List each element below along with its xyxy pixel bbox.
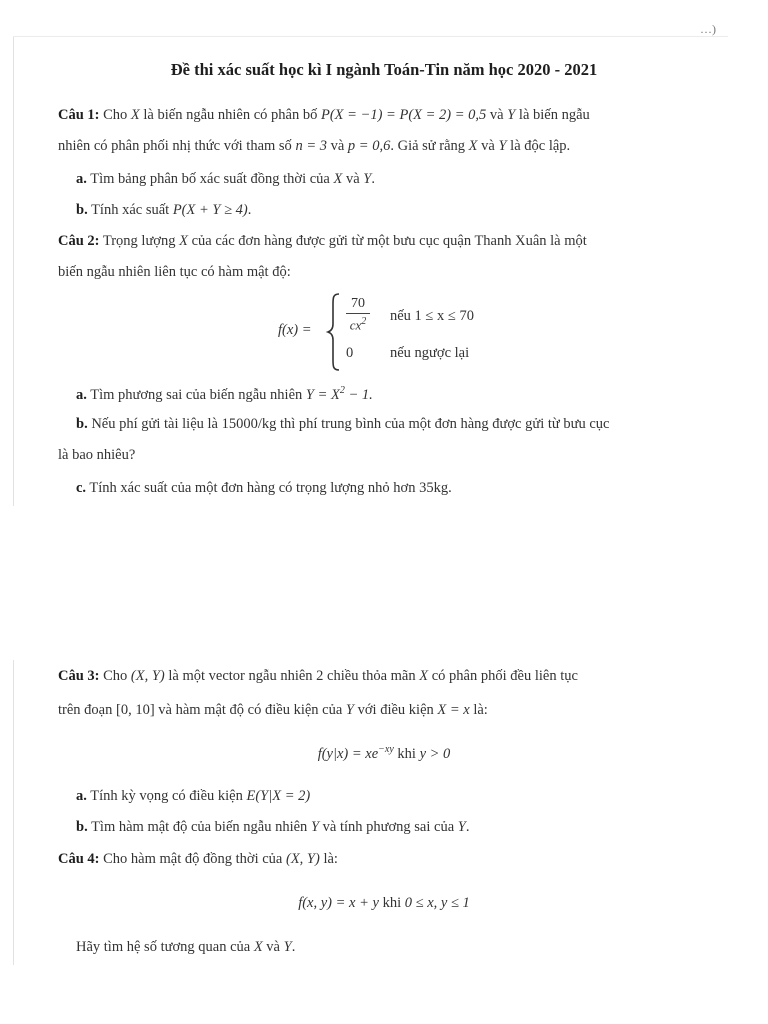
part-label: a. (76, 171, 87, 187)
math-exponent: 2 (339, 385, 345, 396)
cau2-line2: biến ngẫu nhiên liên tục có hàm mật độ: (58, 264, 291, 280)
text: là: (319, 851, 338, 867)
density-fraction (346, 296, 370, 333)
text: Cho hàm mật độ đồng thời của (99, 851, 286, 867)
part-label: b. (76, 202, 88, 218)
math-formula: − 1. (344, 386, 373, 403)
text: và (262, 939, 284, 955)
text: khi (393, 745, 420, 762)
text: Tìm phương sai của biến ngẫu nhiên (86, 386, 306, 403)
cau3-part-a (76, 788, 310, 805)
math-formula: Y = X (305, 386, 340, 403)
math-var: Y (345, 702, 354, 718)
cau3-line2 (58, 702, 488, 719)
text: . Giả sử rằng (390, 138, 469, 154)
part-label: b. (76, 819, 88, 835)
part-label: a. (76, 386, 87, 403)
cau2-part-c (76, 480, 452, 497)
math-var: Y (283, 939, 292, 955)
math-var: Y (310, 819, 320, 835)
math-var: X (130, 107, 140, 123)
density-condition-2: nếu ngược lại (390, 345, 470, 361)
math-var: Y (457, 819, 466, 835)
cau2-label: Câu 2: (58, 233, 100, 249)
text: Tính xác suất (87, 202, 173, 218)
part-label: c. (76, 480, 87, 496)
math-formula: 0 ≤ x, y ≤ 1 (404, 895, 470, 911)
text: Tính kỳ vọng có điều kiện (86, 788, 247, 804)
cau4-label: Câu 4: (58, 851, 100, 867)
math-var: X (468, 138, 478, 154)
fraction-denominator (346, 316, 370, 333)
cau4-question (76, 939, 295, 956)
math-formula: f(x, y) = x + y (298, 895, 379, 911)
cau4-formula (0, 895, 768, 912)
math-formula: E(Y|X = 2) (246, 788, 311, 804)
text: và (477, 138, 499, 154)
denominator-base: cx (349, 317, 362, 333)
text: Cho (99, 668, 131, 684)
text: nhiên có phân phối nhị thức với tham số (58, 138, 296, 154)
text: Nếu phí gửi tài liệu là 15000/kg thì phí trung bình của một đơn hàng được gửi từ bưu cục (87, 416, 610, 432)
cau1-label: Câu 1: (58, 107, 100, 123)
fraction-bar (346, 313, 370, 314)
text: Cho (99, 107, 131, 123)
text: là biến ngẫu (515, 107, 590, 123)
text: Tìm bảng phân bố xác suất đồng thời của (86, 171, 334, 187)
text: Tìm hàm mật độ của biến ngẫu nhiên (87, 819, 311, 835)
math-var: Y (507, 107, 516, 123)
density-condition-1: nếu 1 ≤ x ≤ 70 (390, 308, 474, 324)
text: là một vector ngẫu nhiên 2 chiều thỏa mãn (164, 668, 420, 684)
cau4-line1 (58, 851, 338, 868)
cau3-formula (0, 744, 768, 763)
math-formula: p = 0,6 (347, 138, 391, 154)
math-formula: X = x (437, 702, 470, 718)
text: . (371, 171, 375, 187)
math-formula: y > 0 (419, 745, 451, 762)
math-formula: f(y|x) = xe (317, 745, 379, 762)
cau1-line1 (58, 107, 590, 124)
text: của các đơn hàng được gửi từ một bưu cục quận Thanh Xuân là một (187, 233, 587, 249)
cau3-part-b (76, 819, 469, 836)
math-exponent: −xy (378, 744, 394, 755)
exam-title: Đề thi xác suất học kì I ngành Toán-Tin năm học 2020 - 2021 (170, 60, 598, 79)
text: Tính xác suất của một đơn hàng có trọng lượng nhỏ hơn 35kg. (86, 480, 452, 496)
text: trên đoạn (58, 702, 116, 718)
math-var: X (253, 939, 263, 955)
text: Hãy tìm hệ số tương quan của (76, 939, 254, 955)
text: với điều kiện (354, 702, 438, 718)
text: có phân phối đều liên tục (428, 668, 578, 684)
text: và (486, 107, 508, 123)
page-top-rule (13, 36, 728, 37)
cau1-line2 (58, 138, 570, 155)
math-formula: [0, 10] (115, 702, 155, 718)
text: là: (469, 702, 488, 718)
math-formula: P(X + Y ≥ 4) (172, 202, 248, 218)
denominator-exponent: 2 (361, 316, 367, 327)
text: Trọng lượng (99, 233, 180, 249)
math-formula: (X, Y) (130, 668, 165, 684)
math-var: Y (363, 171, 372, 187)
cau1-part-b (76, 202, 251, 219)
left-brace-icon (326, 292, 342, 372)
text: . (465, 819, 470, 835)
cau2-line1 (58, 233, 587, 250)
part-label: b. (76, 416, 88, 432)
density-function (278, 292, 508, 372)
cau1-part-a (76, 171, 375, 188)
math-formula: (X, Y) (285, 851, 320, 867)
cau2-part-b-line2: là bao nhiêu? (58, 447, 136, 463)
math-var: Y (498, 138, 507, 154)
text: . (247, 202, 252, 218)
cau2-part-a (76, 385, 373, 404)
text: và (326, 138, 348, 154)
cau2-part-b-line1 (76, 416, 609, 433)
fraction-numerator: 70 (351, 296, 365, 311)
text: và (342, 171, 364, 187)
density-lhs: f(x) = (278, 322, 312, 338)
text: khi (378, 895, 405, 911)
text: là biến ngẫu nhiên có phân bố (139, 107, 321, 123)
density-zero: 0 (346, 345, 354, 361)
math-var: X (419, 668, 429, 684)
text: là độc lập. (506, 138, 571, 154)
cau3-label: Câu 3: (58, 668, 100, 684)
page-edge-top (13, 36, 14, 506)
text: và tính phương sai của (319, 819, 458, 835)
math-var: X (333, 171, 343, 187)
page-edge-bottom (13, 660, 14, 965)
math-formula: P(X = −1) = P(X = 2) = 0,5 (320, 107, 487, 123)
text: . (291, 939, 296, 955)
corner-mark: …) (700, 22, 716, 36)
cau3-line1 (58, 668, 578, 685)
math-var: X (179, 233, 188, 249)
part-label: a. (76, 788, 87, 804)
text: và hàm mật độ có điều kiện của (154, 702, 346, 718)
math-formula: n = 3 (295, 138, 327, 154)
